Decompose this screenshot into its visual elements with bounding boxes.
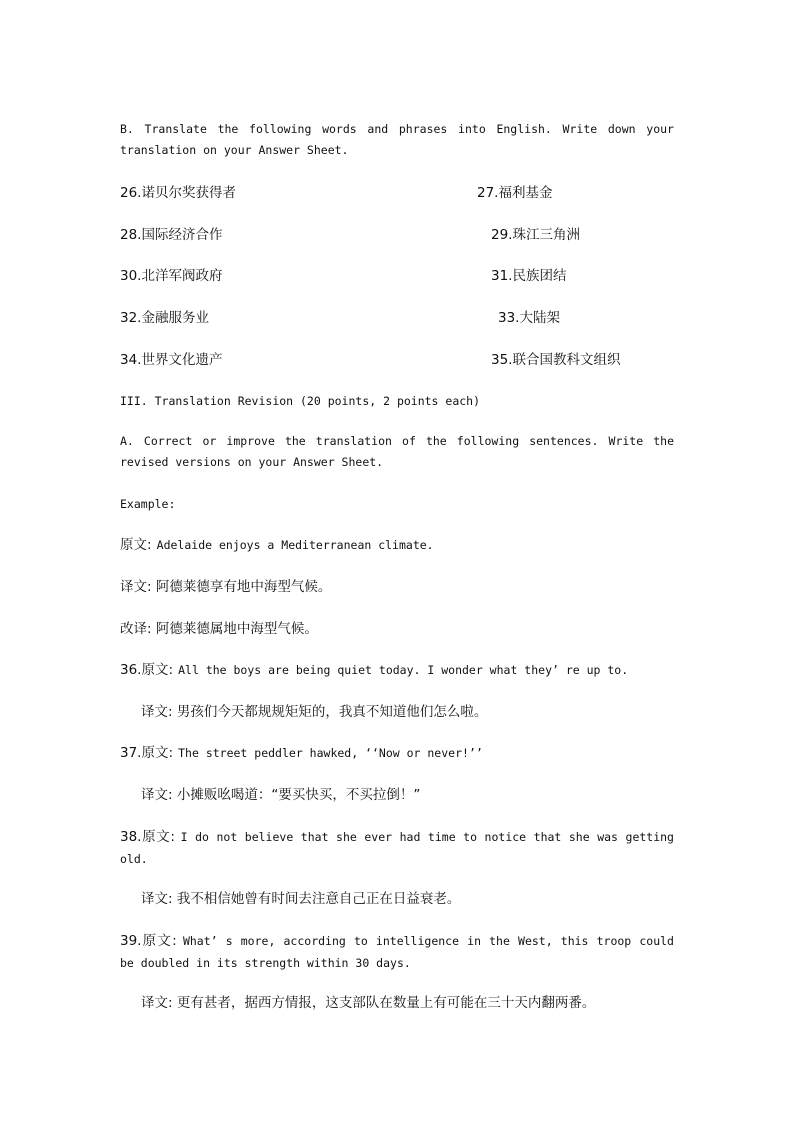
vocab-item-31: 31.民族团结: [491, 268, 567, 284]
item-39-translation-text: 更有甚者，据西方情报，这支部队在数量上有可能在三十天内翻两番。: [176, 995, 596, 1011]
vocab-item-30: 30.北洋军阀政府: [120, 268, 223, 284]
vocab-item-35: 35.联合国教科文组织: [491, 352, 621, 368]
item-37-original-line: [120, 741, 483, 764]
item-38-original-block: [120, 825, 674, 870]
translation-label: 译文:: [141, 704, 173, 720]
translation-label: 译文:: [141, 787, 173, 803]
item-37-translation-line: [141, 783, 420, 803]
original-label: 原文:: [120, 537, 152, 553]
item-38-original-text: I do not believe that she ever had time to notice that she was getting old.: [120, 830, 674, 866]
item-36-translation-text: 男孩们今天都规规矩矩的，我真不知道他们怎么啦。: [176, 704, 488, 720]
example-original-text: Adelaide enjoys a Mediterranean climate.: [156, 538, 434, 552]
item-38-original-paragraph: [120, 825, 674, 870]
item-38-translation-text: 我不相信她曾有时间去注意自己正在日益衰老。: [176, 891, 461, 907]
item-36-translation-line: [141, 700, 487, 720]
vocab-item-34: 34.世界文化遗产: [120, 352, 223, 368]
translation-label: 译文:: [141, 995, 173, 1011]
item-39-original-text: What’ s more, according to intelligence in the West, this troop could be doubled in its strength within 30 days.: [120, 934, 674, 970]
item-38-translation-line: [141, 887, 460, 907]
item-39-translation-line: [141, 991, 595, 1011]
revised-label: 改译:: [120, 621, 152, 637]
item-37-translation-text: 小摊贩吆喝道：“要买快买，不买拉倒！”: [176, 787, 421, 803]
section-iii-a-instruction: A. Correct or improve the translation of the following sentences. Write the revised versions on your Answer Sheet.: [120, 434, 674, 469]
section-iii-heading: III. Translation Revision (20 points, 2 points each): [120, 394, 481, 408]
example-label: Example:: [120, 497, 176, 511]
translation-label: 译文:: [141, 891, 173, 907]
example-translation-text: 阿德莱德享有地中海型气候。: [155, 579, 332, 595]
item-37-label: 37.原文:: [120, 745, 174, 761]
vocab-item-27: 27.福利基金: [477, 185, 553, 201]
example-translation-line: [120, 575, 331, 595]
translation-label: 译文:: [120, 579, 152, 595]
item-39-label: 39.原文:: [120, 933, 177, 949]
section-b-instruction: B. Translate the following words and phrases into English. Write down your translation on your Answer Sheet.: [120, 122, 674, 157]
item-39-original-block: [120, 929, 674, 974]
vocab-item-33: 33.大陆架: [498, 310, 560, 326]
vocab-item-26: 26.诺贝尔奖获得者: [120, 185, 236, 201]
item-37-original-text: The street peddler hawked, ‘‘Now or never!’’: [178, 746, 483, 760]
item-36-label: 36.原文:: [120, 662, 174, 678]
example-revised-text: 阿德莱德属地中海型气候。: [155, 621, 318, 637]
example-revised-line: [120, 617, 318, 637]
item-36-original-line: [120, 658, 628, 681]
vocab-item-28: 28.国际经济合作: [120, 227, 223, 243]
item-39-original-paragraph: [120, 929, 674, 974]
vocab-item-29: 29.珠江三角洲: [491, 227, 580, 243]
item-36-original-text: All the boys are being quiet today. I wonder what they’ re up to.: [178, 663, 629, 677]
example-original-line: [120, 533, 434, 556]
item-38-label: 38.原文:: [120, 829, 175, 845]
vocab-item-32: 32.金融服务业: [120, 310, 209, 326]
